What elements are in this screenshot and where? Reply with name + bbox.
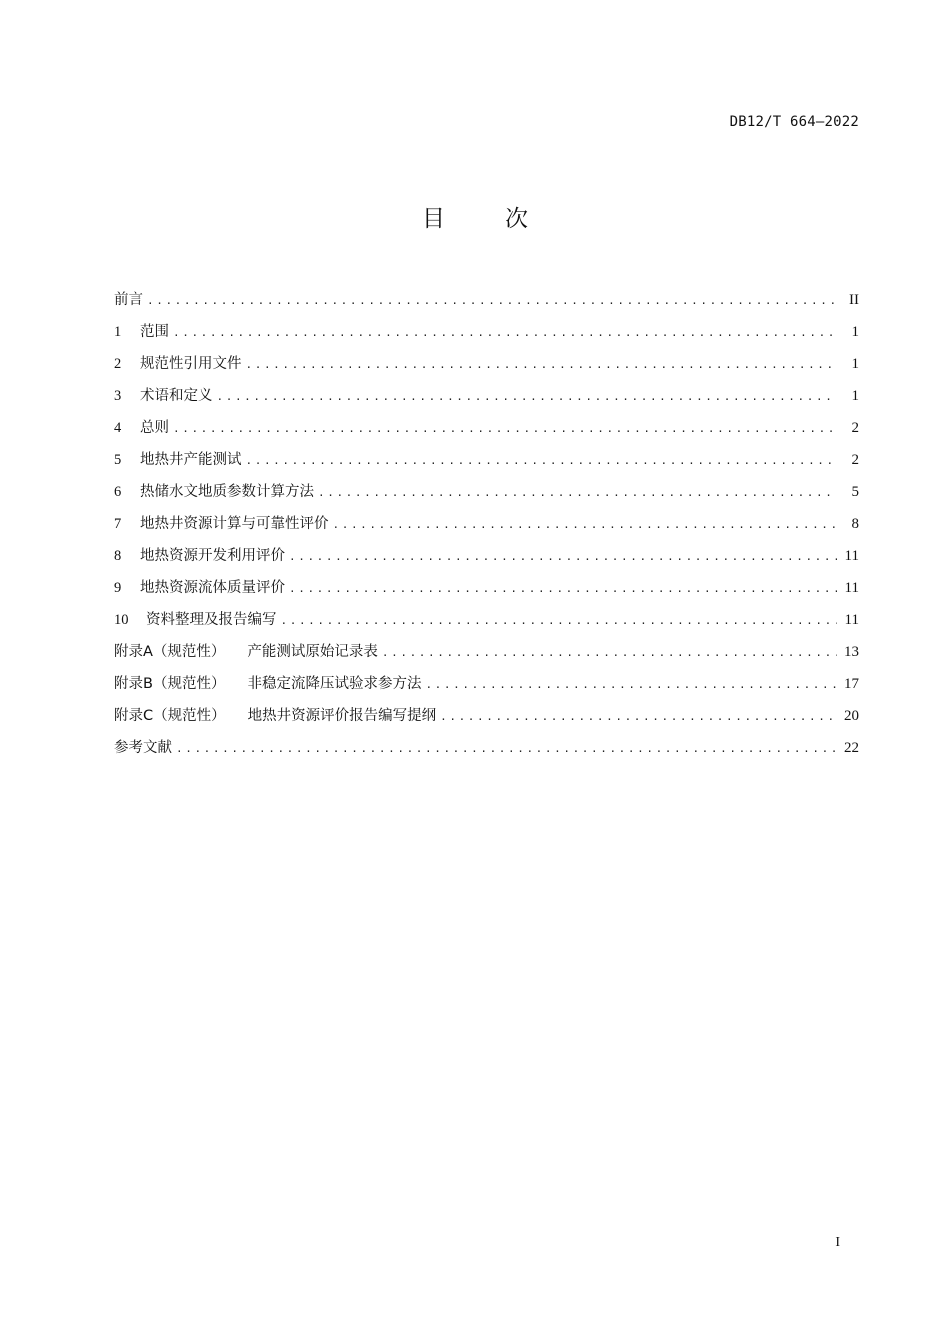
toc-entry-6[interactable] [114, 476, 859, 508]
toc-entry-5[interactable] [114, 444, 859, 476]
toc-leader-dots [173, 317, 837, 349]
toc-label: 地热井产能测试 [140, 452, 242, 468]
toc-label: 前言 [114, 292, 143, 308]
toc-page-number: 1 [851, 324, 859, 340]
toc-label: 范围 [140, 324, 169, 340]
toc-page-number: 8 [851, 516, 859, 532]
toc-leader-dots [382, 637, 837, 669]
toc-label: 地热资源流体质量评价 [140, 580, 285, 596]
toc-leader-dots [246, 349, 838, 381]
toc-leader-dots [173, 413, 837, 445]
page-title [0, 200, 950, 233]
toc-label: 总则 [140, 420, 169, 436]
toc-entry-2[interactable] [114, 348, 859, 380]
toc-page-number: 11 [844, 612, 859, 628]
toc-leader-dots [289, 541, 837, 573]
table-of-contents [114, 284, 859, 764]
toc-leader-dots [281, 605, 838, 637]
toc-page-number: 5 [851, 484, 859, 500]
toc-appendix-heading: 附录A（规范性） [114, 644, 226, 660]
toc-entry-references[interactable] [114, 732, 859, 764]
toc-entry-foreword[interactable] [114, 284, 859, 316]
toc-page-number: 1 [851, 388, 859, 404]
toc-page-number: 11 [844, 548, 859, 564]
toc-entry-7[interactable] [114, 508, 859, 540]
document-code: DB12/T 664—2022 [729, 114, 859, 130]
toc-label: 规范性引用文件 [140, 356, 242, 372]
toc-entry-4[interactable] [114, 412, 859, 444]
toc-section-number: 4 [114, 420, 122, 436]
toc-entry-8[interactable] [114, 540, 859, 572]
toc-section-number: 3 [114, 388, 122, 404]
title-char-1: 目 [422, 206, 445, 232]
toc-label: 热储水文地质参数计算方法 [140, 484, 314, 500]
toc-page-number: 13 [844, 644, 859, 660]
toc-leader-dots [176, 733, 837, 765]
toc-label: 资料整理及报告编写 [146, 612, 277, 628]
toc-label: 非稳定流降压试验求参方法 [247, 676, 422, 692]
toc-page-number: 22 [844, 740, 859, 756]
toc-entry-appendix-a[interactable] [114, 636, 859, 668]
toc-section-number: 8 [114, 548, 122, 564]
toc-leader-dots [440, 701, 837, 733]
toc-leader-dots [318, 477, 837, 509]
toc-entry-1[interactable] [114, 316, 859, 348]
toc-label: 术语和定义 [140, 388, 213, 404]
toc-page-number: 1 [851, 356, 859, 372]
toc-label: 产能测试原始记录表 [247, 644, 378, 660]
toc-section-number: 9 [114, 580, 122, 596]
title-char-2: 次 [505, 206, 528, 232]
toc-entry-10[interactable] [114, 604, 859, 636]
page-number: I [835, 1235, 840, 1250]
toc-page-number: 2 [851, 420, 859, 436]
toc-section-number: 7 [114, 516, 122, 532]
toc-label: 地热资源开发利用评价 [140, 548, 285, 564]
toc-leader-dots [425, 669, 837, 701]
toc-leader-dots [333, 509, 838, 541]
toc-label: 地热井资源计算与可靠性评价 [140, 516, 329, 532]
toc-page-number: 17 [844, 676, 859, 692]
toc-leader-dots [147, 285, 837, 317]
toc-page-number: 20 [844, 708, 859, 724]
toc-label: 地热井资源评价报告编写提纲 [247, 708, 437, 724]
toc-section-number: 5 [114, 452, 122, 468]
toc-section-number: 2 [114, 356, 122, 372]
toc-page-number: II [849, 292, 859, 308]
toc-entry-appendix-c[interactable] [114, 700, 859, 732]
toc-section-number: 1 [114, 324, 122, 340]
toc-appendix-heading: 附录B（规范性） [114, 676, 226, 692]
toc-leader-dots [246, 445, 838, 477]
toc-appendix-heading: 附录C（规范性） [114, 708, 226, 724]
toc-section-number: 6 [114, 484, 122, 500]
toc-page-number: 2 [851, 452, 859, 468]
toc-entry-appendix-b[interactable] [114, 668, 859, 700]
toc-section-number: 10 [114, 612, 129, 628]
toc-leader-dots [289, 573, 837, 605]
toc-entry-9[interactable] [114, 572, 859, 604]
toc-page-number: 11 [844, 580, 859, 596]
toc-entry-3[interactable] [114, 380, 859, 412]
toc-label: 参考文献 [114, 740, 172, 756]
toc-leader-dots [217, 381, 838, 413]
